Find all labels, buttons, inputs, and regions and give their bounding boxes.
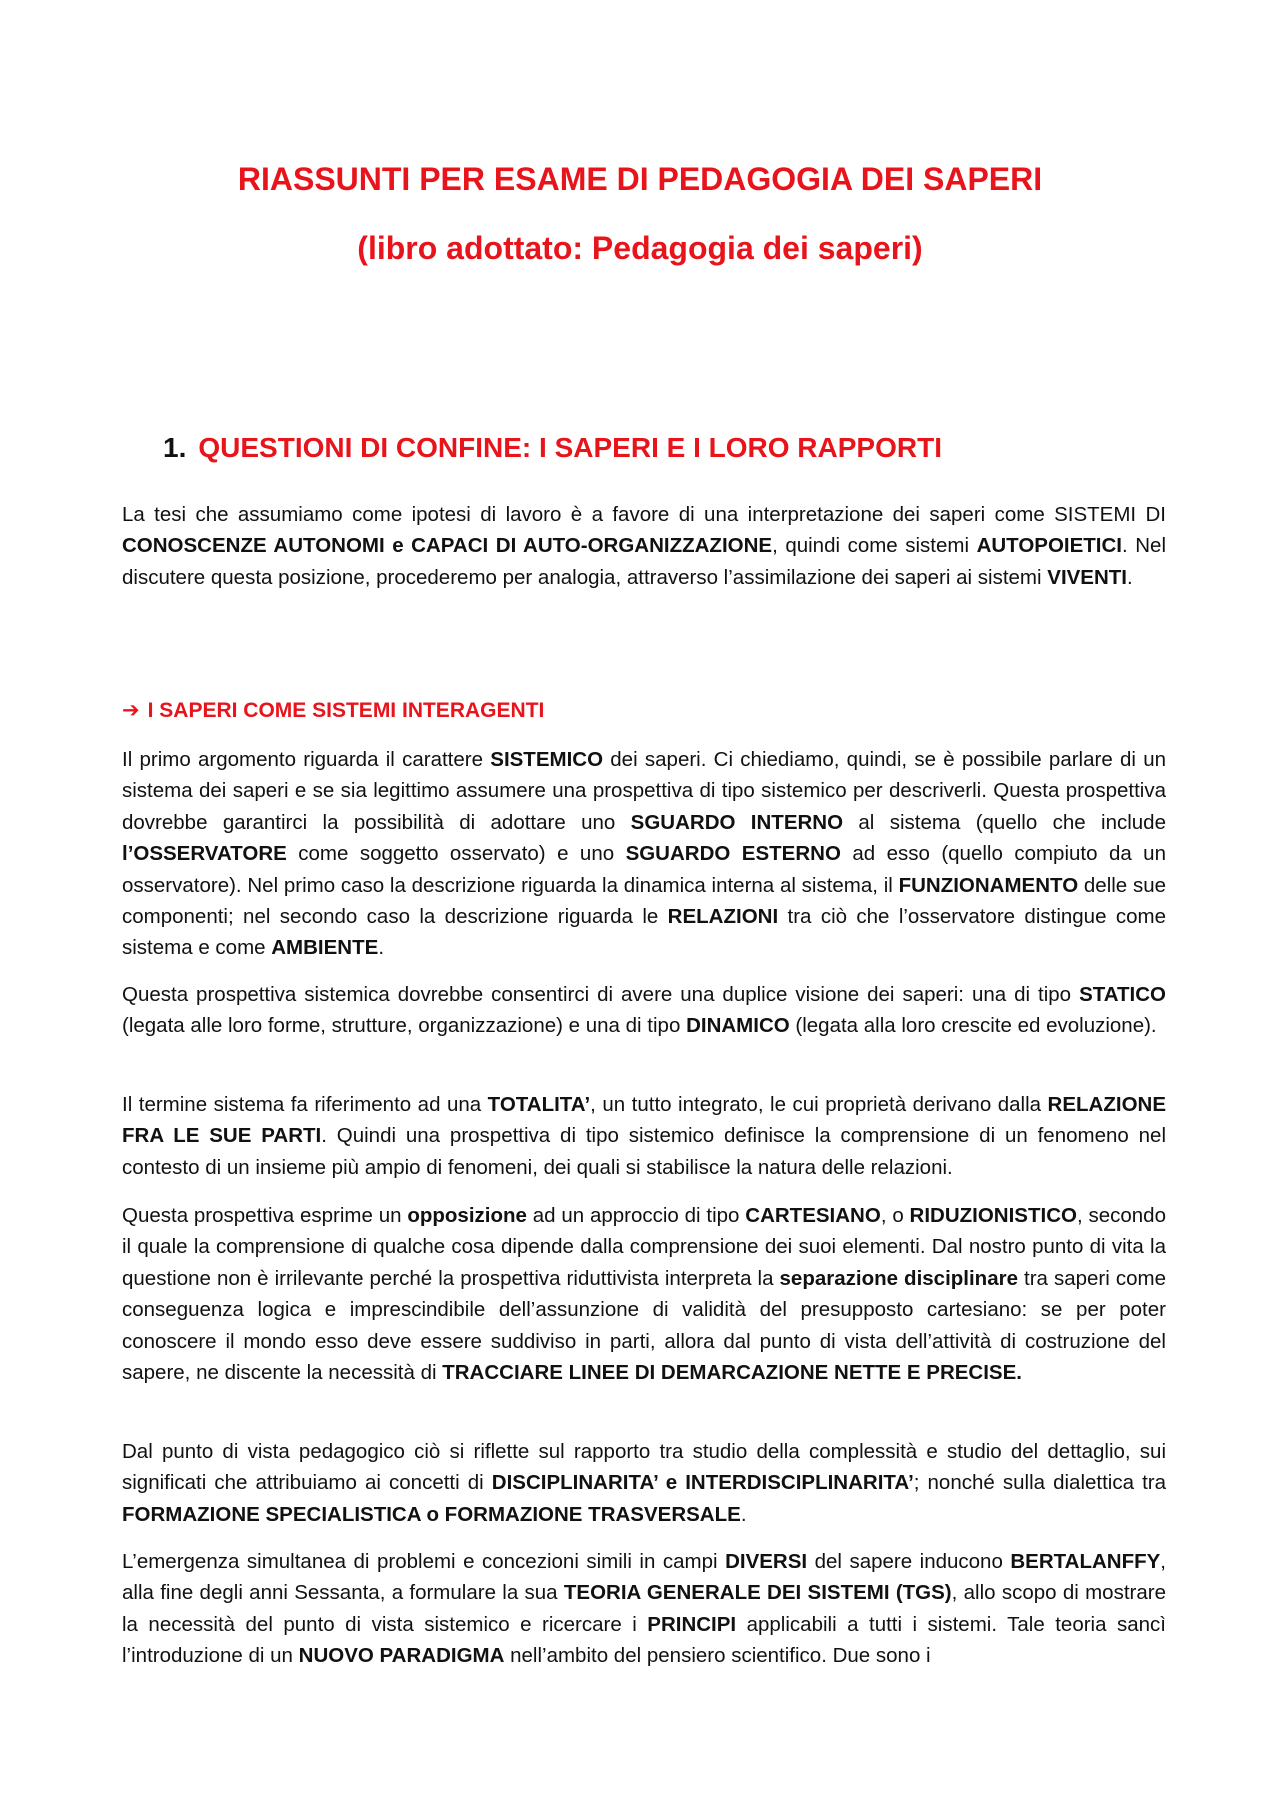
text-run: applicabili a tutti i sistemi. Tale teoria sancì l’introduzione di un	[122, 1612, 1166, 1668]
text-run: .	[740, 1502, 747, 1526]
text-run: dei saperi. Ci chiediamo, quindi, se è possibile parlare di un sistema dei saperi e se sia legittimo assumere una prospettiva di tipo sistemico per descriverli. Questa prospettiva dovrebbe garantirci la possibilità di adottare uno	[122, 748, 1166, 834]
bold-term: RELAZIONE FRA LE SUE PARTI	[122, 1093, 1166, 1148]
section-heading	[163, 430, 942, 466]
text-run: La tesi che assumiamo come ipotesi di lavoro è a favore di una interpretazione dei saperi come SISTEMI DI	[122, 503, 1166, 526]
text-run: come soggetto osservato) e uno	[286, 842, 626, 866]
text-run: delle sue componenti; nel secondo caso la descrizione riguarda le	[122, 873, 1166, 929]
bold-term: STATICO	[1079, 983, 1166, 1006]
text-run: del sapere inducono	[807, 1550, 1011, 1573]
text-run: Dal punto di vista pedagogico ciò si riflette sul rapporto tra studio della complessità e studio del dettaglio, sui significati che attribuiamo ai concetti di	[122, 1440, 1166, 1495]
bold-term: CONOSCENZE AUTONOMI e CAPACI DI AUTO-ORGANIZZAZIONE	[122, 534, 773, 558]
bold-term: FORMAZIONE SPECIALISTICA o FORMAZIONE TRASVERSALE	[122, 1502, 741, 1526]
text-run: , quindi come sistemi	[772, 534, 977, 558]
paragraph	[122, 1089, 1166, 1183]
bold-term: SGUARDO ESTERNO	[625, 842, 841, 866]
bold-term: VIVENTI	[1047, 565, 1128, 589]
text-run: . Nel discutere questa posizione, procederemo per analogia, attraverso l’assimilazione dei saperi ai sistemi	[122, 534, 1166, 589]
text-run: ; nonché sulla dialettica tra	[913, 1471, 1166, 1495]
document-title: RIASSUNTI PER ESAME DI PEDAGOGIA DEI SAPERI	[237, 161, 1043, 197]
bold-term: CARTESIANO	[745, 1204, 881, 1227]
paragraph	[122, 499, 1166, 593]
paragraph	[122, 744, 1166, 964]
bold-term: RELAZIONI	[667, 905, 779, 929]
section-number: 1.	[163, 432, 187, 463]
bold-term: DISCIPLINARITA’ e INTERDISCIPLINARITA’	[491, 1471, 914, 1495]
text-run: L’emergenza simultanea di problemi e concezioni simili in campi	[122, 1550, 726, 1573]
subsection-title: I SAPERI COME SISTEMI INTERAGENTI	[147, 699, 545, 722]
text-run: (legata alla loro crescite ed evoluzione).	[789, 1014, 1157, 1038]
bold-term: l’OSSERVATORE	[122, 842, 287, 866]
paragraph	[122, 979, 1166, 1042]
paragraph	[122, 1200, 1166, 1388]
paragraph	[122, 1546, 1166, 1672]
bold-term: PRINCIPI	[647, 1612, 737, 1636]
bold-term: TRACCIARE LINEE DI DEMARCAZIONE NETTE E PRECISE.	[442, 1361, 1022, 1385]
text-run: , o	[880, 1204, 910, 1227]
text-run: al sistema (quello che include	[843, 810, 1166, 834]
bold-term: NUOVO PARADIGMA	[298, 1644, 505, 1668]
text-run: Il termine sistema fa riferimento ad una	[122, 1093, 488, 1116]
bold-term: opposizione	[407, 1204, 527, 1227]
text-run: ad esso (quello compiuto da un osservatore). Nel primo caso la descrizione riguarda la dinamica interna al sistema, il	[122, 842, 1166, 897]
bold-term: TEORIA GENERALE DEI SISTEMI (TGS)	[563, 1581, 952, 1605]
text-run: (legata alle loro forme, strutture, organizzazione) e una di tipo	[122, 1014, 687, 1038]
bold-term: TOTALITA’	[487, 1093, 591, 1116]
bold-term: SISTEMICO	[490, 748, 604, 771]
bold-term: AUTOPOIETICI	[976, 534, 1122, 558]
text-run: nell’ambito del pensiero scientifico. Due sono i	[504, 1644, 931, 1668]
text-run: . Quindi una prospettiva di tipo sistemico definisce la comprensione di un fenomeno nel contesto di un insieme più ampio di fenomeni, dei quali si stabilisce la natura delle relazioni.	[122, 1124, 1166, 1179]
bold-term: DIVERSI	[725, 1550, 808, 1573]
bold-term: separazione disciplinare	[779, 1266, 1018, 1290]
bold-term: RIDUZIONISTICO	[909, 1204, 1077, 1227]
text-run: .	[1127, 565, 1133, 589]
text-run: tra ciò che l’osservatore distingue come sistema e come	[122, 905, 1166, 960]
text-run: Il primo argomento riguarda il carattere	[122, 748, 491, 771]
text-run: Questa prospettiva esprime un	[122, 1204, 408, 1227]
text-run: , allo scopo di mostrare la necessità del punto di vista sistemico e ricercare i	[122, 1581, 1166, 1636]
arrow-right-icon: ➔	[122, 699, 140, 722]
bold-term: FUNZIONAMENTO	[898, 873, 1079, 897]
section-title: QUESTIONI DI CONFINE: I SAPERI E I LORO RAPPORTI	[198, 432, 942, 463]
text-run: .	[378, 936, 385, 960]
bold-term: BERTALANFFY	[1010, 1550, 1161, 1573]
text-run: ad un approccio di tipo	[526, 1204, 746, 1227]
bold-term: DINAMICO	[686, 1014, 790, 1038]
bold-term: SGUARDO INTERNO	[630, 810, 844, 834]
text-run: Questa prospettiva sistemica dovrebbe consentirci di avere una duplice visione dei saperi: una di tipo	[122, 983, 1080, 1006]
text-run: , un tutto integrato, le cui proprietà derivano dalla	[590, 1093, 1048, 1116]
subsection-heading	[122, 697, 544, 725]
text-run: , secondo il quale la comprensione di qualche cosa dipende dalla comprensione dei suoi elementi. Dal nostro punto di vita la questione non è irrilevante perché la prospettiva riduttivista interpreta la	[122, 1204, 1166, 1290]
paragraph	[122, 1436, 1166, 1530]
text-run: , alla fine degli anni Sessanta, a formulare la sua	[122, 1550, 1166, 1605]
bold-term: AMBIENTE	[271, 936, 379, 960]
document-subtitle: (libro adottato: Pedagogia dei saperi)	[357, 230, 923, 266]
text-run: tra saperi come conseguenza logica e imprescindibile dell’assunzione di validità del presupposto cartesiano: se per poter conoscere il mondo esso deve essere suddiviso in parti, allora dal punto di vista dell’attività di costruzione del sapere, ne discente la necessità di	[122, 1266, 1166, 1385]
